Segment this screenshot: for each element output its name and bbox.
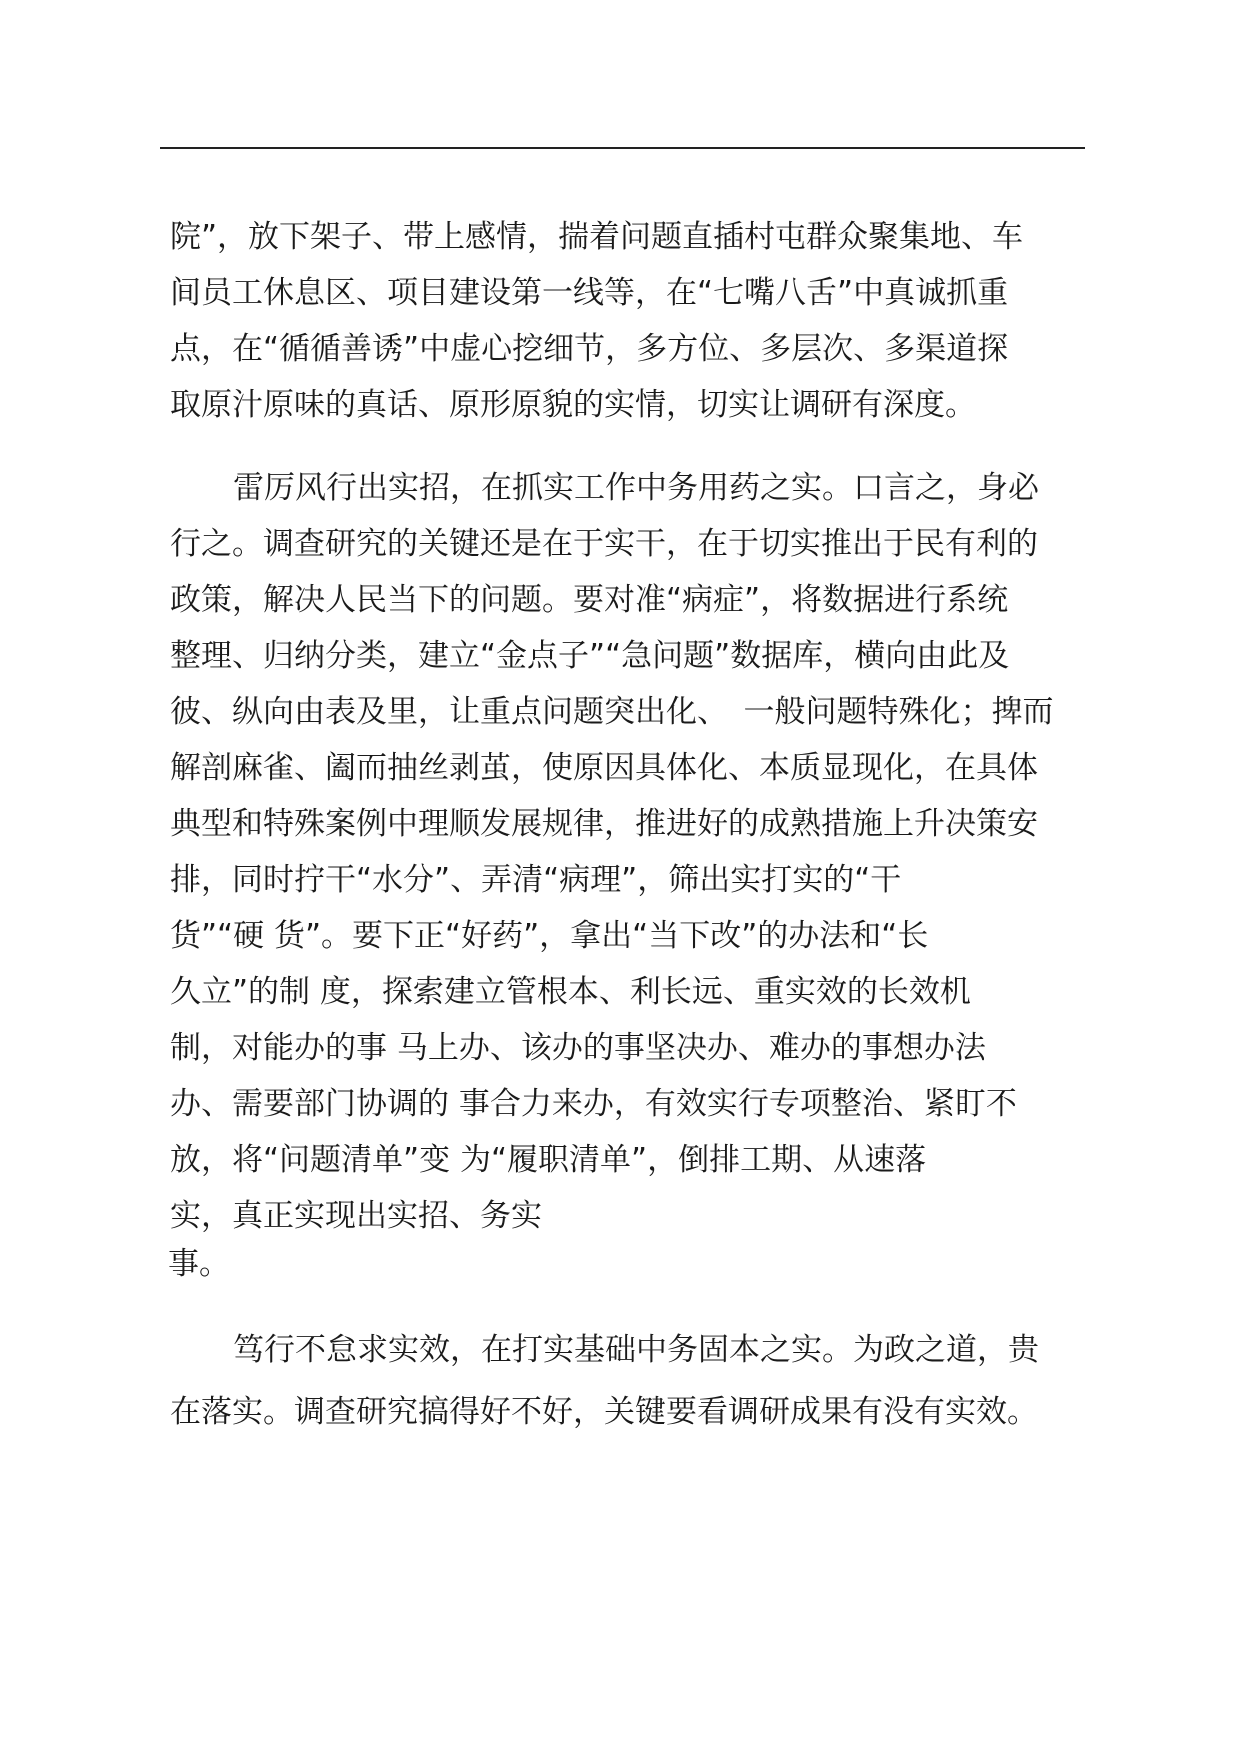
text-line: 政策，解决人民当下的问题。要对准“病症”，将数据进行系统	[170, 582, 1009, 618]
text-line: 解剖麻雀、阖而抽丝剥茧，使原因具体化、本质显现化，在具体	[170, 750, 1038, 786]
text-line: 整理、归纳分类，建立“金点子”“急问题”数据库，横向由此及	[170, 638, 1010, 674]
text-line: 行之。调查研究的关键还是在于实干，在于切实推出于民有利的	[170, 526, 1038, 562]
header-rule	[160, 147, 1085, 149]
text-line: 取原汁原味的真话、原形原貌的实情，切实让调研有深度。	[170, 387, 976, 423]
text-line: 办、需要部门协调的 事合力来办，有效实行专项整治、紧盯不	[170, 1086, 1017, 1122]
paragraph-first-line: 雷厉风行出实招，在抓实工作中务用药之实。口言之，身必	[233, 470, 1039, 506]
text-line: 典型和特殊案例中理顺发展规律，推进好的成熟措施上升决策安	[170, 806, 1038, 842]
text-line: 实，真正实现出实招、务实	[170, 1198, 542, 1234]
text-line: 货”“硬 货”。要下正“好药”，拿出“当下改”的办法和“长	[170, 918, 929, 954]
text-line: 院”，放下架子、带上感情，揣着问题直插村屯群众聚集地、车	[170, 219, 1024, 255]
text-line: 在落实。调查研究搞得好不好，关键要看调研成果有没有实效。	[170, 1394, 1038, 1430]
text-line: 久立”的制 度，探索建立管根本、利长远、重实效的长效机	[170, 974, 971, 1010]
text-line: 制，对能办的事 马上办、该办的事坚决办、难办的事想办法	[170, 1030, 986, 1066]
text-line: 间员工休息区、项目建设第一线等，在“七嘴八舌”中真诚抓重	[170, 275, 1009, 311]
paragraph-first-line: 笃行不怠求实效，在打实基础中务固本之实。为政之道，贵	[233, 1332, 1039, 1368]
text-line: 点，在“循循善诱”中虚心挖细节，多方位、多层次、多渠道探	[170, 331, 1009, 367]
text-line: 事。	[168, 1246, 230, 1282]
text-line: 放，将“问题清单”变 为“履职清单”，倒排工期、从速落	[170, 1142, 927, 1178]
text-line: 排，同时拧干“水分”、弄清“病理”，筛出实打实的“干	[170, 862, 902, 898]
text-line: 彼、纵向由表及里，让重点问题突出化、 一般问题特殊化；捭而	[170, 694, 1054, 730]
